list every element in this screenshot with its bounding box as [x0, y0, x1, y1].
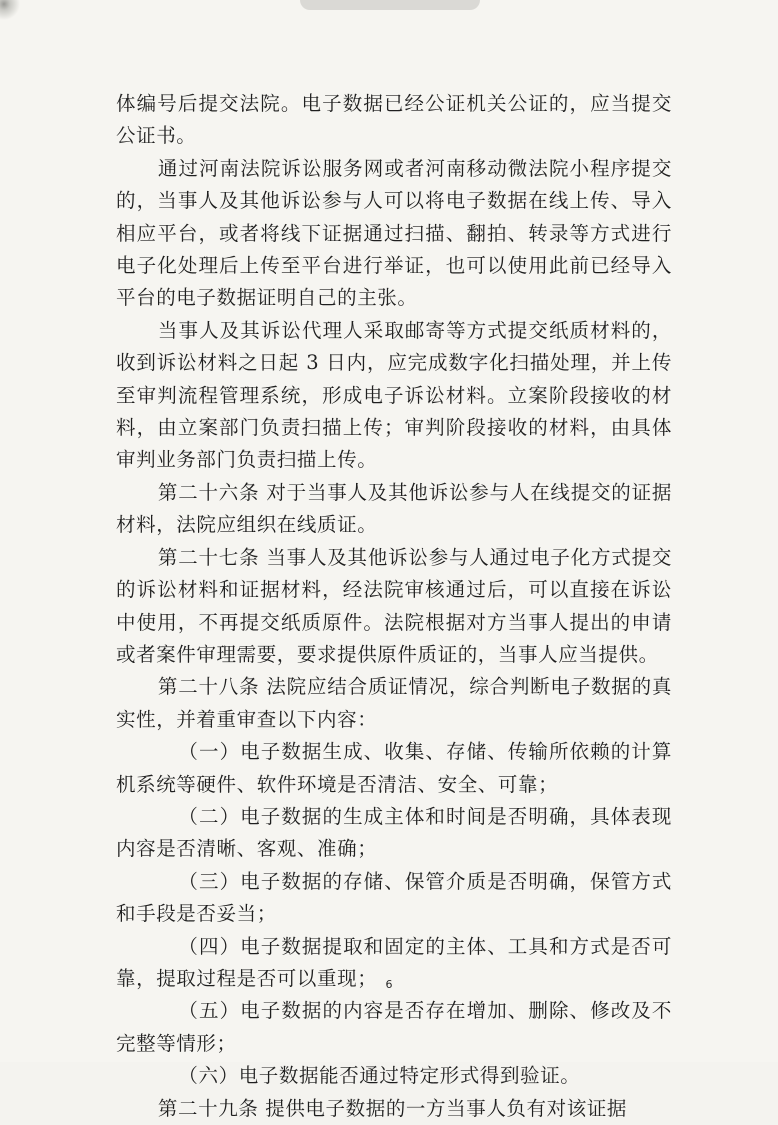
article-28-item-1: （一）电子数据生成、收集、存储、传输所依赖的计算机系统等硬件、软件环境是否清洁、安全、可靠； [116, 740, 672, 796]
article-26: 第二十六条 对于当事人及其他诉讼参与人在线提交的证据材料，法院应组织在线质证。 [116, 480, 672, 537]
article-28-item-6: （六）电子数据能否通过特定形式得到验证。 [178, 1064, 581, 1088]
document-body [116, 88, 672, 1125]
article-27: 第二十七条 当事人及其他诉讼参与人通过电子化方式提交的诉讼材料和证据材料，经法院审核通过后，可以直接在诉讼中使用，不再提交纸质原件。法院根据对方当事人提出的申请或者案件审理需要，要求提供原件质证的，当事人应当提供。 [116, 545, 672, 666]
article-28-item-5: （五）电子数据的内容是否存在增加、删除、修改及不完整等情形； [116, 999, 672, 1055]
article-28-item-2: （二）电子数据的生成主体和时间是否明确，具体表现内容是否清晰、客观、准确； [116, 804, 672, 861]
page-number: 6 [385, 978, 393, 991]
article-28: 第二十八条 法院应结合质证情况，综合判断电子数据的真实性，并着重审查以下内容： [116, 675, 672, 731]
scan-corner-mark [0, 0, 22, 22]
article-28-item-4: （四）电子数据提取和固定的主体、工具和方式是否可靠，提取过程是否可以重现； [116, 934, 672, 990]
paragraph-continuation: 体编号后提交法院。电子数据已经公证机关公证的，应当提交公证书。 [116, 92, 672, 148]
article-29: 第二十九条 提供电子数据的一方当事人负有对该证据 [157, 1096, 628, 1120]
paragraph-online-submission: 通过河南法院诉讼服务网或者河南移动微法院小程序提交的，当事人及其他诉讼参与人可以将电子数据在线上传、导入相应平台，或者将线下证据通过扫描、翻拍、转录等方式进行电子化处理后上传至平台进行举证，也可以使用此前已经导入平台的电子数据证明自己的主张。 [116, 156, 672, 310]
paragraph-paper-materials: 当事人及其诉讼代理人采取邮寄等方式提交纸质材料的，收到诉讼材料之日起 3 日内，应完成数字化扫描处理，并上传至审判流程管理系统，形成电子诉讼材料。立案阶段接收的材料，由立案部门负责扫描上传；审判阶段接收的材料，由具体审判业务部门负责扫描上传。 [116, 318, 672, 472]
scan-top-smudge [300, 0, 480, 10]
article-28-item-3: （三）电子数据的存储、保管介质是否明确，保管方式和手段是否妥当； [116, 869, 672, 926]
